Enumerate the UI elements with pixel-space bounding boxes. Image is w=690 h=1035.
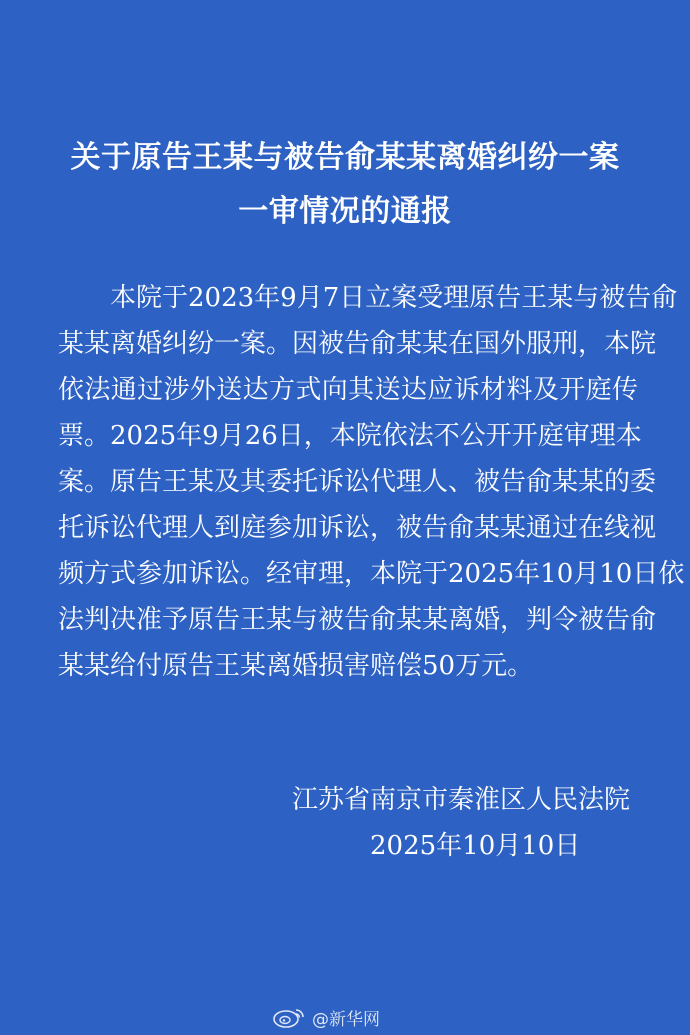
watermark-text: @新华网 — [312, 1009, 380, 1030]
watermark — [272, 1004, 380, 1030]
body-line-3: 依法通过涉外送达方式向其送达应诉材料及开庭传 — [58, 375, 638, 405]
body-line-5: 案。原告王某及其委托诉讼代理人、被告俞某某的委 — [58, 467, 657, 497]
notice-title-line-2: 一审情况的通报 — [238, 194, 452, 229]
body-line-7: 频方式参加诉讼。经审理，本院于2025年10月10日依 — [58, 559, 685, 589]
signature-court: 江苏省南京市秦淮区人民法院 — [292, 785, 631, 815]
body-line-9: 某某给付原告王某离婚损害赔偿50万元。 — [58, 651, 534, 681]
body-line-6: 托诉讼代理人到庭参加诉讼，被告俞某某通过在线视 — [58, 513, 657, 543]
notice-title-line-1: 关于原告王某与被告俞某某离婚纠纷一案 — [70, 140, 620, 175]
body-line-2: 某某离婚纠纷一案。因被告俞某某在国外服刑，本院 — [58, 329, 657, 359]
body-line-4: 票。2025年9月26日，本院依法不公开开庭审理本 — [58, 421, 642, 451]
signature-date: 2025年10月10日 — [370, 831, 581, 861]
weibo-icon — [272, 1006, 306, 1028]
body-line-1: 本院于2023年9月7日立案受理原告王某与被告俞 — [110, 283, 678, 313]
body-line-8: 法判决准予原告王某与被告俞某某离婚，判令被告俞 — [58, 605, 657, 635]
